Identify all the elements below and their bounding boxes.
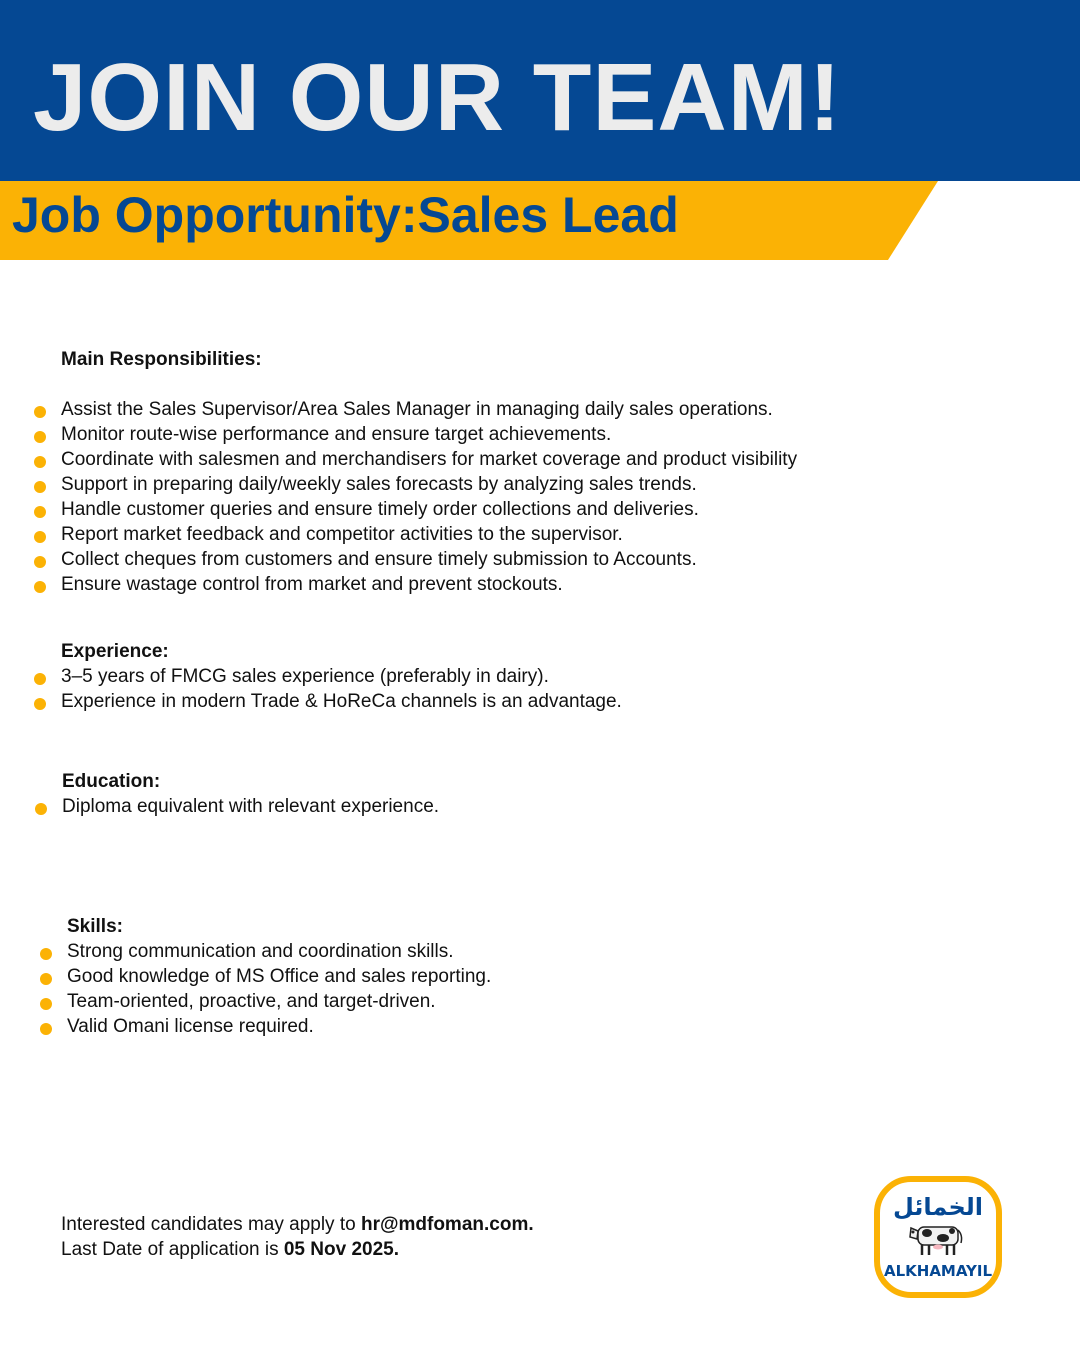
list-item: Support in preparing daily/weekly sales forecasts by analyzing sales trends. — [61, 472, 797, 497]
application-info — [61, 1212, 534, 1262]
apply-email: hr@mdfoman.com. — [360, 1214, 534, 1235]
responsibilities-heading: Main Responsibilities: — [61, 349, 262, 370]
list-item: Report market feedback and competitor activities to the supervisor. — [61, 522, 797, 547]
skills-list — [67, 939, 491, 1039]
deadline-line — [61, 1237, 534, 1262]
skills-section — [67, 914, 491, 1039]
experience-heading: Experience: — [61, 641, 169, 662]
responsibilities-list — [61, 397, 797, 597]
logo-arabic-text: الخمائل — [892, 1193, 984, 1221]
job-title: Job Opportunity:Sales Lead — [12, 187, 679, 243]
apply-text: Interested candidates may apply to — [61, 1214, 361, 1235]
education-section — [62, 769, 439, 819]
list-item: Team-oriented, proactive, and target-driven. — [67, 989, 491, 1014]
list-item: Handle customer queries and ensure timely order collections and deliveries. — [61, 497, 797, 522]
alkhamayil-logo — [873, 1175, 1003, 1299]
apply-line — [61, 1212, 534, 1237]
list-item: Diploma equivalent with relevant experience. — [62, 796, 440, 817]
list-item: Good knowledge of MS Office and sales reporting. — [67, 966, 492, 987]
list-item: Ensure wastage control from market and prevent stockouts. — [61, 572, 797, 597]
education-list — [62, 794, 439, 819]
list-item: Experience in modern Trade & HoReCa channels is an advantage. — [61, 691, 622, 712]
list-item: 3–5 years of FMCG sales experience (preferably in dairy). — [61, 664, 622, 689]
experience-section — [61, 639, 622, 714]
deadline-date: 05 Nov 2025. — [283, 1239, 399, 1260]
deadline-text: Last Date of application is — [61, 1239, 284, 1260]
skills-heading: Skills: — [67, 916, 123, 937]
list-item: Monitor route-wise performance and ensure target achievements. — [61, 422, 797, 447]
responsibilities-section — [61, 347, 797, 597]
list-item: Coordinate with salesmen and merchandisers for market coverage and product visibility — [61, 449, 798, 470]
list-item: Valid Omani license required. — [67, 1014, 491, 1039]
list-item: Strong communication and coordination skills. — [67, 939, 491, 964]
headline: JOIN OUR TEAM! — [33, 44, 842, 151]
logo-english-text: ALKHAMAYIL — [883, 1262, 993, 1280]
list-item: Assist the Sales Supervisor/Area Sales Manager in managing daily sales operations. — [61, 397, 797, 422]
experience-list — [61, 664, 622, 714]
list-item: Collect cheques from customers and ensure timely submission to Accounts. — [61, 547, 797, 572]
education-heading: Education: — [62, 771, 161, 792]
